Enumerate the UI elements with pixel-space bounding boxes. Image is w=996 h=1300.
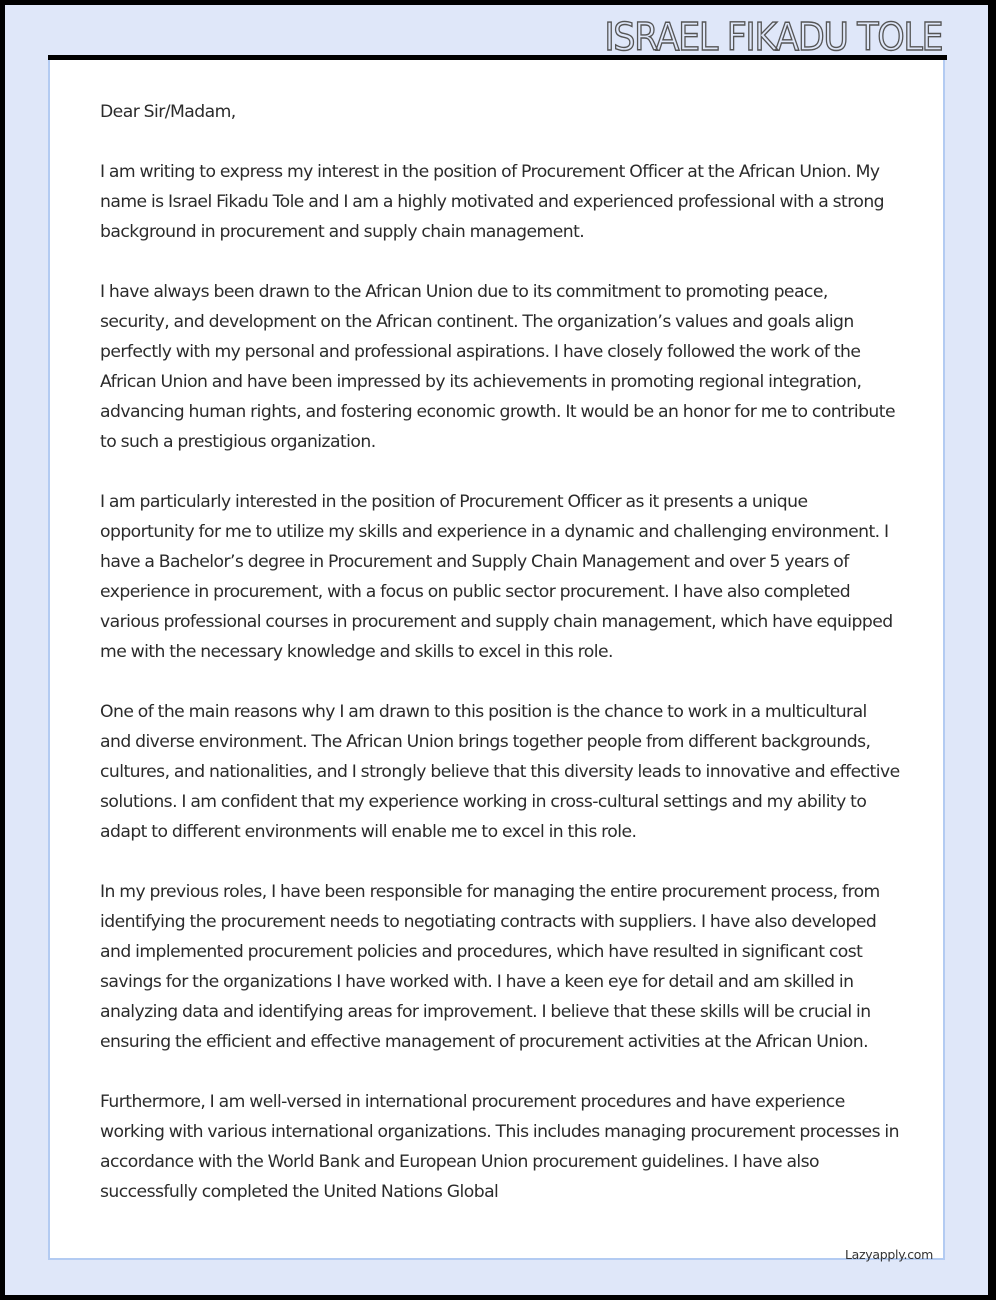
paragraph-2: I have always been drawn to the African Union due to its commitment to promoting peace, security, and development on the African continent. The organization’s values and goals align perfectly with my personal and professional aspirations. I have closely followed the work of the African Union and have been impressed by its achievements in promoting regional integration, advancing human rights, and fostering economic growth. It would be an honor for me to contribute to such a prestigious organization. (100, 282, 895, 452)
paragraph-6: Furthermore, I am well-versed in international procurement procedures and have experience working with various international organizations. This includes managing procurement processes in accordance with the World Bank and European Union procurement guidelines. I have also successfully completed the United Nations Global (100, 1092, 899, 1202)
cover-letter-body (100, 97, 900, 1237)
watermark-link[interactable]: Lazyapply.com (845, 1247, 933, 1262)
paragraph-3: I am particularly interested in the position of Procurement Officer as it presents a unique opportunity for me to utilize my skills and experience in a dynamic and challenging environment. I have a Bachelor’s degree in Procurement and Supply Chain Management and over 5 years of experience in procurement, with a focus on public sector procurement. I have also completed various professional courses in procurement and supply chain management, which have equipped me with the necessary knowledge and skills to excel in this role. (100, 492, 893, 662)
salutation: Dear Sir/Madam, (100, 102, 236, 122)
paragraph-1: I am writing to express my interest in the position of Procurement Officer at the African Union. My name is Israel Fikadu Tole and I am a highly motivated and experienced professional with a strong background in procurement and supply chain management. (100, 162, 885, 242)
paragraph-5: In my previous roles, I have been responsible for managing the entire procurement process, from identifying the procurement needs to negotiating contracts with suppliers. I have also developed and implemented procurement policies and procedures, which have resulted in significant cost savings for the organizations I have worked with. I have a keen eye for detail and am skilled in analyzing data and identifying areas for improvement. I believe that these skills will be crucial in ensuring the efficient and effective management of procurement activities at the African Union. (100, 882, 880, 1052)
page-canvas (5, 5, 988, 1295)
applicant-name-title: ISRAEL FIKADU TOLE (604, 15, 942, 59)
paragraph-4: One of the main reasons why I am drawn to this position is the chance to work in a multicultural and diverse environment. The African Union brings together people from different backgrounds, cultures, and nationalities, and I strongly believe that this diversity leads to innovative and effective solutions. I am confident that my experience working in cross-cultural settings and my ability to adapt to different environments will enable me to excel in this role. (100, 702, 900, 842)
